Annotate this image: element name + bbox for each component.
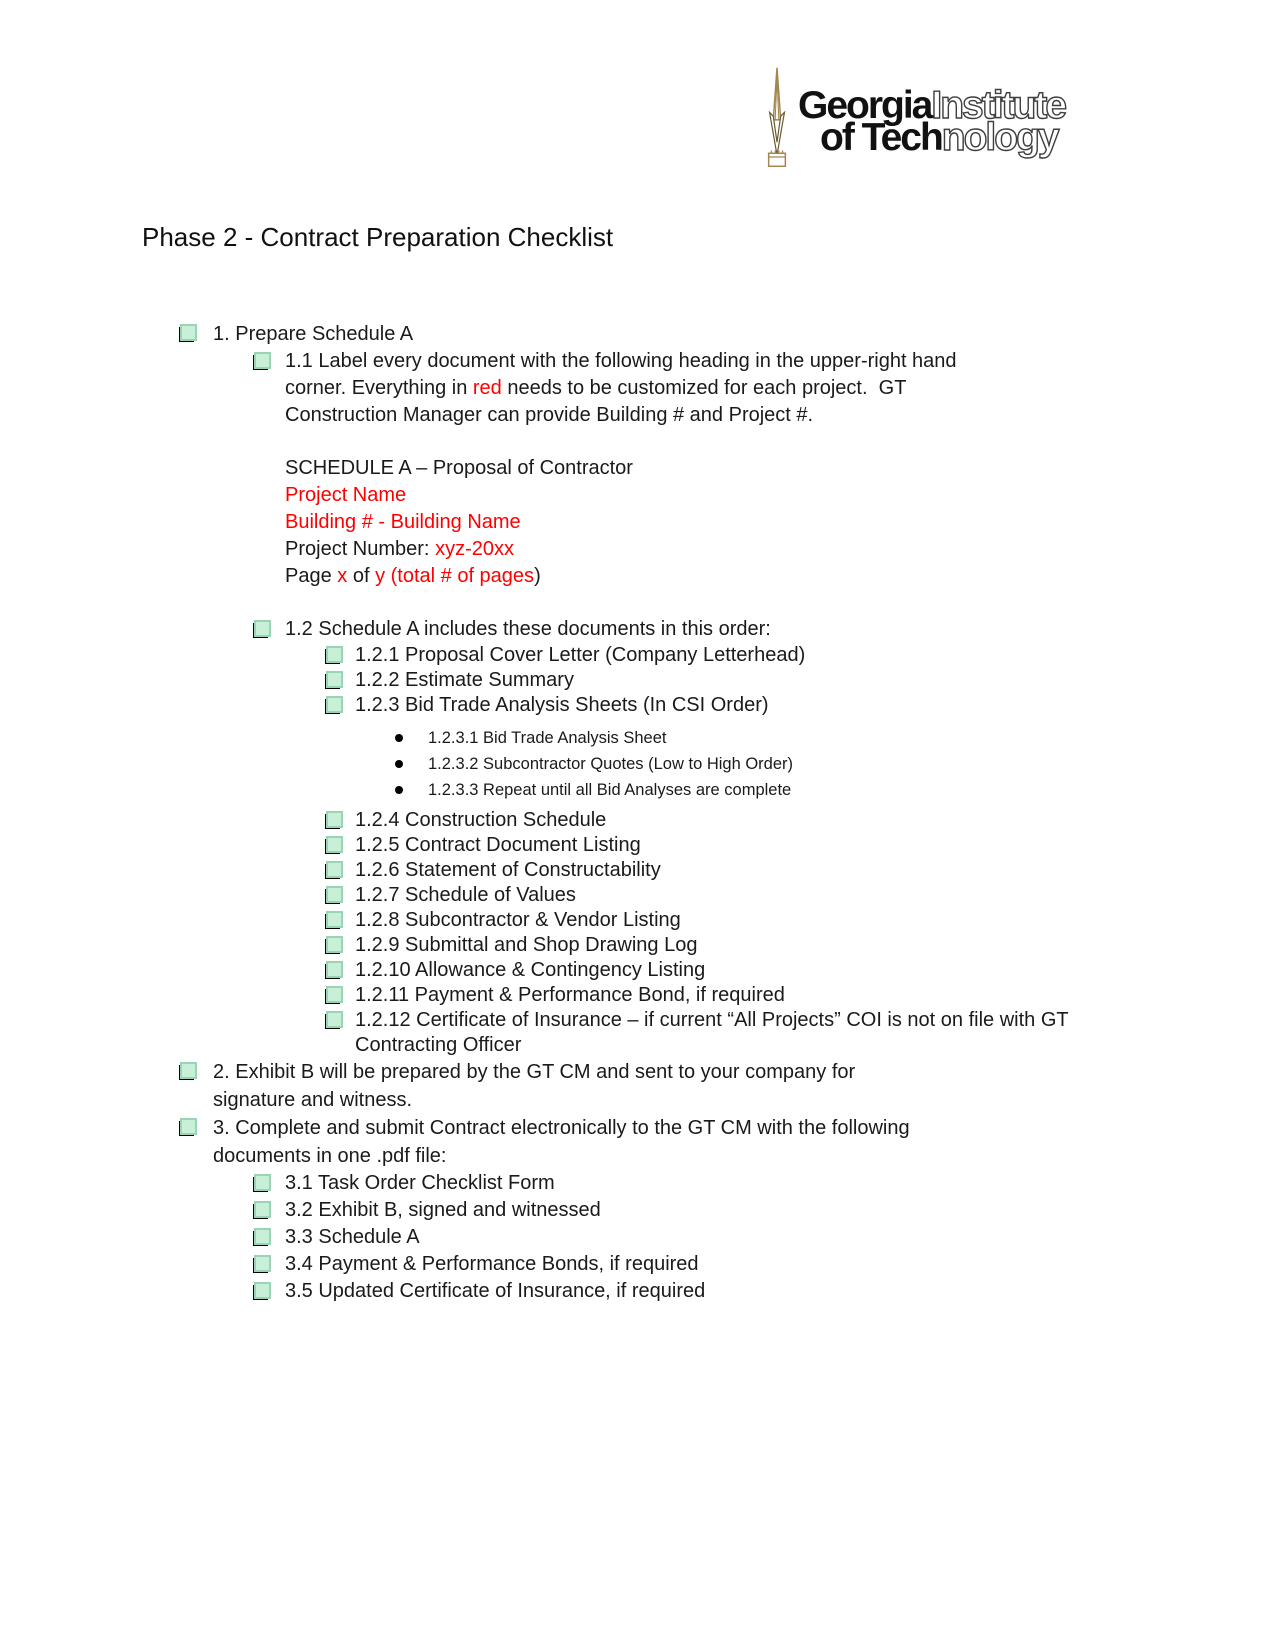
logo-wordmark [798,84,1066,159]
item-text: 1.2.3.1 Bid Trade Analysis Sheet [428,729,667,747]
checklist-item [142,858,1152,883]
checkbox-icon [254,1278,285,1299]
checkbox-icon [326,883,355,903]
item-text: 3.1 Task Order Checklist Form [285,1172,555,1194]
bullet-icon [395,760,403,768]
bullet-icon [395,786,403,794]
checklist-item [142,1058,1152,1114]
checkbox-icon [326,958,355,978]
tech-tower-icon [760,66,794,170]
item-text: 1.2.3 Bid Trade Analysis Sheets (In CSI Order) [355,694,769,716]
checkbox-icon [326,833,355,853]
checkbox-icon [254,352,271,369]
checkbox-icon [326,961,343,978]
checklist-item [142,1278,1152,1305]
checkbox-icon [326,696,343,713]
logo-line2 [820,116,1065,159]
item-text: 1.2.10 Allowance & Contingency Listing [355,959,706,981]
item-text: 3.3 Schedule A [285,1226,420,1248]
checklist-item [142,693,1152,718]
checkbox-icon [254,1170,285,1191]
bullet-icon [395,727,428,742]
bullet-icon [395,779,428,794]
item-text: 3.4 Payment & Performance Bonds, if required [285,1253,699,1275]
checkbox-icon [180,320,213,341]
item-text: 1.2.2 Estimate Summary [355,669,574,691]
checklist-item [142,668,1152,693]
item-text: 1.2.3.3 Repeat until all Bid Analyses are complete [428,781,792,799]
checkbox-icon [254,620,271,637]
checkbox-icon [326,886,343,903]
item-text: 3. Complete and submit Contract electronically to the GT CM with the following documents in one .pdf file: [213,1117,910,1167]
checkbox-icon [326,908,355,928]
checklist-item [142,348,1152,429]
checkbox-icon [254,348,285,369]
checkbox-icon [326,811,343,828]
checkbox-icon [254,1255,271,1272]
checklist-item [142,1114,1152,1170]
page-title: Phase 2 - Contract Preparation Checklist [142,222,614,252]
item-text: 1.2.5 Contract Document Listing [355,834,641,856]
checkbox-icon [326,668,355,688]
checkbox-icon [254,1282,271,1299]
checkbox-icon [254,1224,285,1245]
checkbox-icon [254,1197,285,1218]
logo-of-tech: of Tech [820,116,942,159]
checkbox-icon [254,1174,271,1191]
checklist-item [142,1170,1152,1197]
item-text: 1.2.9 Submittal and Shop Drawing Log [355,934,698,956]
checkbox-icon [254,616,285,637]
checkbox-icon [326,1008,355,1028]
item-text: 1.2 Schedule A includes these documents in this order: [285,618,771,640]
item-text: 1.2.3.2 Subcontractor Quotes (Low to High Order) [428,755,794,773]
checklist-item [142,455,1152,590]
checklist-item [142,958,1152,983]
checkbox-icon [180,1062,197,1079]
item-text: 1.2.1 Proposal Cover Letter (Company Letterhead) [355,644,806,666]
item-text: 1.2.6 Statement of Constructability [355,859,661,881]
checklist-item [142,908,1152,933]
checkbox-icon [254,1201,271,1218]
checklist-item [142,1224,1152,1251]
checklist-item [142,983,1152,1008]
item-text: 1.2.7 Schedule of Values [355,884,576,906]
checklist-item [142,1197,1152,1224]
item-text: 1.2.11 Payment & Performance Bond, if required [355,984,785,1006]
checklist-item [142,616,1152,643]
checkbox-icon [180,1114,213,1135]
item-text: 3.2 Exhibit B, signed and witnessed [285,1199,601,1221]
checkbox-icon [326,936,343,953]
checklist-item [142,808,1152,833]
checkbox-icon [326,1011,343,1028]
checklist-item [142,779,1152,801]
bullet-icon [395,753,428,768]
checkbox-icon [180,1058,213,1079]
checklist-item [142,1251,1152,1278]
checkbox-icon [326,643,355,663]
checkbox-icon [326,693,355,713]
item-text: 3.5 Updated Certificate of Insurance, if required [285,1280,706,1302]
item-text: 1. Prepare Schedule A [213,323,414,345]
checklist-item [142,320,1152,348]
checklist [142,320,1152,1305]
checklist-item [142,933,1152,958]
checkbox-icon [254,1228,271,1245]
checklist-item [142,883,1152,908]
checkbox-icon [326,646,343,663]
georgia-tech-logo [760,64,1065,170]
item-text: 1.1 Label every document with the following heading in the upper-right hand corner. Everything in red needs to be customized for each project. GT Construction Manager can provide Building # and Project #. [285,350,957,426]
checkbox-icon [326,808,355,828]
checkbox-icon [326,986,343,1003]
checkbox-icon [326,671,343,688]
item-text: 2. Exhibit B will be prepared by the GT CM and sent to your company for signature and witness. [213,1061,856,1111]
checklist-item [142,643,1152,668]
checkbox-icon [326,836,343,853]
logo-georgia: Georgia [798,84,932,127]
checkbox-icon [326,858,355,878]
item-text: 1.2.4 Construction Schedule [355,809,607,831]
checklist-item [142,833,1152,858]
checkbox-icon [180,1118,197,1135]
checkbox-icon [326,983,355,1003]
bullet-icon [395,734,403,742]
item-text: 1.2.12 Certificate of Insurance – if current “All Projects” COI is not on file with GT Contracting Officer [355,1009,1069,1056]
item-text: 1.2.8 Subcontractor & Vendor Listing [355,909,681,931]
checklist-item [142,727,1152,749]
logo-nology: nology [941,116,1058,159]
checklist-item [142,753,1152,775]
logo-institute: Institute [931,84,1066,127]
checkbox-icon [254,1251,285,1272]
checkbox-icon [180,324,197,341]
item-text: SCHEDULE A – Proposal of Contractor Project Name Building # - Building Name Project Number: xyz-20xx Page x of y (total # of pages) [285,457,633,587]
checkbox-icon [326,911,343,928]
checkbox-icon [326,861,343,878]
checkbox-icon [326,933,355,953]
checklist-item [142,1008,1152,1058]
